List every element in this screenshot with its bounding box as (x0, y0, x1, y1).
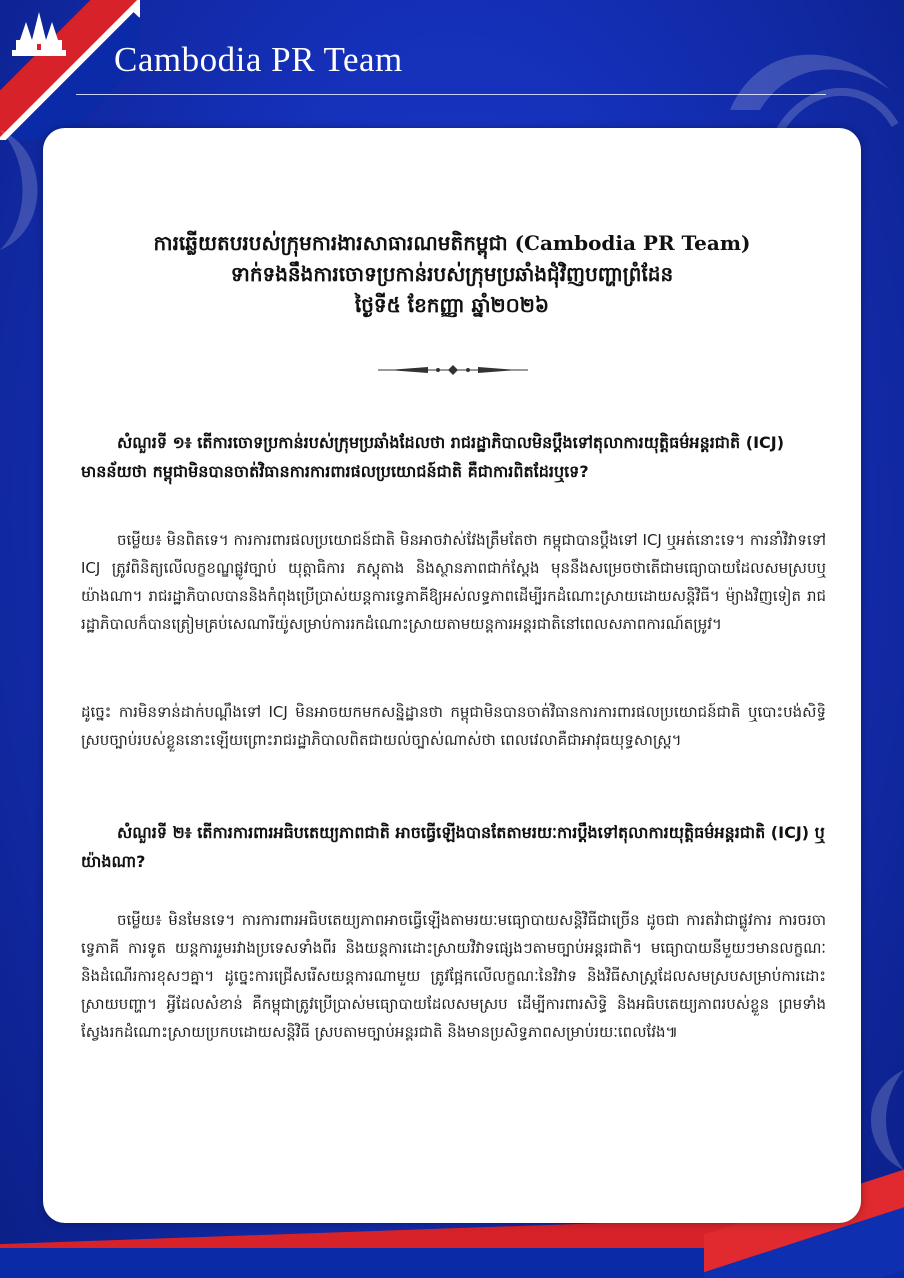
ornament-top-right-icon (720, 30, 900, 140)
brand-title: Cambodia PR Team (114, 40, 403, 79)
answer-2: ចម្លើយ៖ មិនមែនទេ។ ការការពារអធិបតេយ្យភាពអាចធ្វើឡើងតាមរយៈមធ្យោបាយសន្តិវិធីជាច្រើន ដូចជា ការតវ៉ាជាផ្លូវការ ការចរចាទ្វេភាគី ការទូត យន្តការរួមរវាងប្រទេសទាំងពីរ និងយន្តការដោះស្រាយវិវាទផ្សេងៗតាមច្បាប់អន្តរជាតិ។ មធ្យោបាយនីមួយៗមានលក្ខណៈ និងដំណើរការខុសៗគ្នា។ ដូច្នេះការជ្រើសរើសយន្តការណាមួយ ត្រូវផ្អែកលើលក្ខណៈនៃវិវាទ និងវិធីសាស្ត្រដែលសមស្របសម្រាប់ការដោះស្រាយបញ្ហា។ អ្វីដែលសំខាន់ គឺកម្ពុជាត្រូវប្រើប្រាស់មធ្យោបាយដែលសមស្រប ដើម្បីការពារសិទ្ធិ និងអធិបតេយ្យភាពរបស់ខ្លួន ព្រមទាំងស្វែងរកដំណោះស្រាយប្រកបដោយសន្តិវិធី ស្របតាមច្បាប់អន្តរជាតិ និងមានប្រសិទ្ធភាពសម្រាប់រយៈពេលវែង៕ (81, 911, 826, 1041)
answer-1: ចម្លើយ៖ មិនពិតទេ។ ការការពារផលប្រយោជន៍ជាតិ មិនអាចវាស់វែងត្រឹមតែថា កម្ពុជាបានប្ដឹងទៅ ICJ ឬអត់នោះទេ។ ការនាំវិវាទទៅ ICJ ត្រូវពិនិត្យលើលក្ខខណ្ឌផ្លូវច្បាប់ យុត្តាធិការ ភស្តុតាង និងស្ថានភាពជាក់ស្ដែង មុននឹងសម្រេចថាតើជាមធ្យោបាយដែលសមស្របឬយ៉ាងណា។ រាជរដ្ឋាភិបាលបាននិងកំពុងប្រើប្រាស់យន្តការទ្វេភាគីឱ្យអស់លទ្ធភាពដើម្បីរកដំណោះស្រាយដោយសន្តិវិធី។ ម៉្យាងវិញទៀត រាជរដ្ឋាភិបាលក៏បានត្រៀមគ្រប់សេណារីយ៉ូសម្រាប់ការរកដំណោះស្រាយតាមយន្តការអន្តរជាតិនៅពេលសភាពការណ៍តម្រូវ។ (81, 531, 826, 633)
title-line-2: ទាក់ទងនឹងការចោទប្រកាន់របស់ក្រុមប្រឆាំងជុំវិញបញ្ហាព្រំដែន (230, 262, 674, 286)
answer-1-conclusion: ដូច្នេះ ការមិនទាន់ដាក់បណ្ដឹងទៅ ICJ មិនអាចយកមកសន្និដ្ឋានថា កម្ពុជាមិនបានចាត់វិធានការការពារផលប្រយោជន៍ជាតិ ឬបោះបង់សិទ្ធិស្របច្បាប់របស់ខ្លួននោះឡើយព្រោះរាជរដ្ឋាភិបាលពិតជាយល់ច្បាស់ណាស់ថា ពេលវេលាគឺជាអាវុធយុទ្ធសាស្ត្រ។ (81, 703, 826, 749)
angkor-temple-icon (8, 6, 70, 60)
title-divider-ornament-icon (378, 364, 528, 376)
question-2: សំណួរទី ២៖ តើការការពារអធិបតេយ្យភាពជាតិ អាចធ្វើឡើងបានតែតាមរយៈការប្ដឹងទៅតុលាការយុត្តិធម៌អន្តរជាតិ (ICJ) ឬយ៉ាងណា? (81, 823, 825, 871)
document-title (43, 228, 861, 321)
header-divider (76, 94, 826, 95)
document-card (43, 128, 861, 1223)
title-line-1: ការឆ្លើយតបរបស់ក្រុមការងារសាធារណមតិកម្ពុជា (Cambodia PR Team) (153, 231, 751, 255)
question-1: សំណួរទី ១៖ តើការចោទប្រកាន់របស់ក្រុមប្រឆាំងដែលថា រាជរដ្ឋាភិបាលមិនប្ដឹងទៅតុលាការយុត្តិធម៌អន្តរជាតិ (ICJ) មានន័យថា កម្ពុជាមិនបានចាត់វិធានការការពារផលប្រយោជន៍ជាតិ គឺជាការពិតដែរឬទេ? (81, 433, 785, 481)
title-line-3: ថ្ងៃទី៥ ខែកញ្ញា ឆ្នាំ២០២៦ (354, 293, 550, 317)
